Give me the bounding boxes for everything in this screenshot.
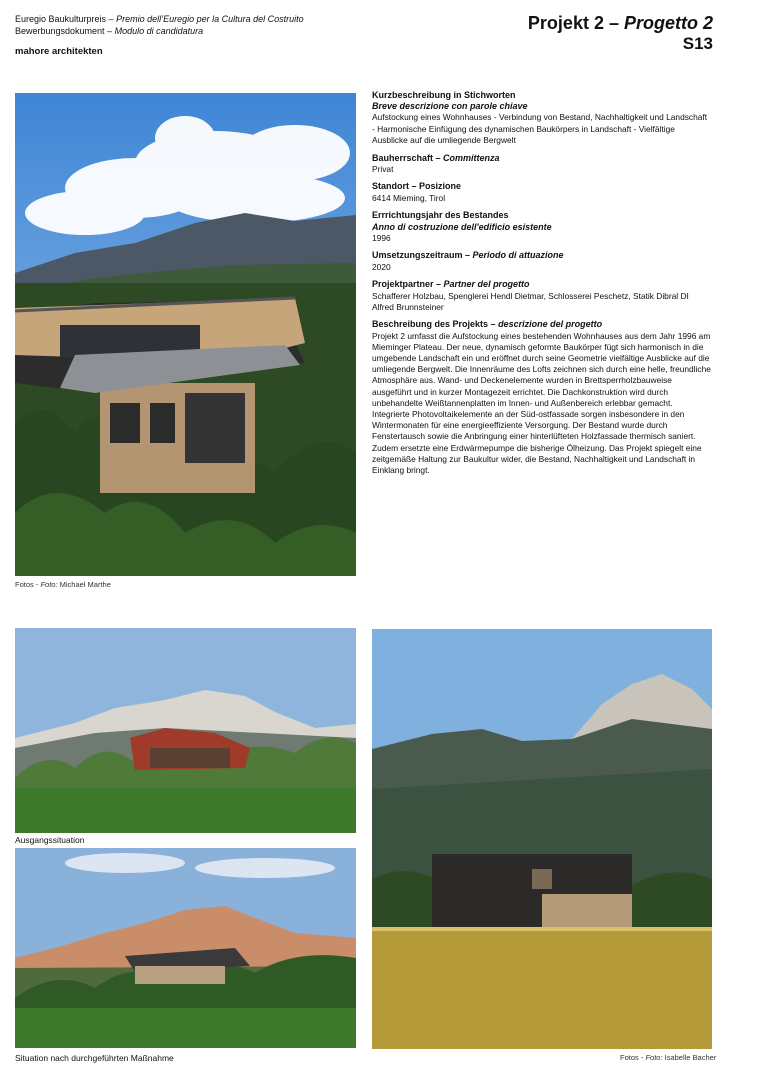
section-summary [372,90,712,146]
description-title-it: descrizione del progetto [498,319,603,330]
credit-name: Michael Marthe [59,580,111,589]
award-label-de: Euregio Baukulturpreis – [15,14,114,24]
section-description [372,319,712,476]
location-text: 6414 Mieming, Tirol [372,192,446,203]
project-title [528,12,713,34]
project-title-de: Projekt 2 – [527,13,619,33]
client-title-it: Committenza [443,152,500,163]
year-built-title-de: Errrichtungsjahr des Bestandes [372,210,509,221]
partners-title-de: Projektpartner – [372,279,442,290]
doc-type-it: Modulo di candidatura [114,26,204,36]
client-title-de: Bauherrschaft – [372,152,441,163]
year-built-title-it: Anno di costruzione dell'edificio esistente [372,221,552,232]
client-text: Privat [372,163,394,174]
photo-credit-main [15,580,111,589]
award-line [15,13,304,25]
doc-type-de: Bewerbungsdokument – [15,26,113,36]
before-photo [15,628,356,833]
period-title-it: Periodo di attuazione [472,250,564,261]
section-client [372,153,712,175]
description-text: Projekt 2 umfasst die Aufstockung eines bestehenden Wohnhauses aus dem Jahr 1996 am Mieminger Plateau. Der neue, dynamisch geformte Baukörper fügt sich harmonisch in die umgebende Landschaft ein und eröffnet durch seine Geometrie vielfältige Ausblicke auf die umliegende Bergwelt. Die Innenräume des Lofts zeichnen sich durch eine helle, freundliche Atmosphäre aus. Wand- und Deckenelemente wurden in Brettsperrholzbauweise ausgeführt und in kurzer Montagezeit errichtet. Die Dachkonstruktion wird durch unbehandelte Weißtannenplatten im Innen- und Außenbereich erlebbar gemacht. Integrierte Photovoltaikelemente an der Süd-ostfassade sorgen insbesondere in den Wintermonaten für eine energieeffiziente Versorgung. Der Bestand wurde durch Fenstertausch sowie die Anbringung einer hinterlüfteten Holzfassade thermisch saniert. Zudem ersetzte eine Erdwärmepumpe die bisherige Ölheizung. Das Projekt spiegelt eine zeitgemäße Haltung zur Baukultur wider, die Bestand, Nachhaltigkeit und Landschaft in Einklang bringt. [372,330,711,476]
credit-label-de: Fotos - [15,580,39,589]
partners-text: Schafferer Holzbau, Spenglerei Hendl Dietmar, Schlosserei Peschetz, Statik Dibral DI Alfred Brunnsteiner [372,290,689,312]
section-year-built [372,210,712,244]
period-title-de: Umsetzungszeitraum – [372,250,471,261]
section-period [372,250,712,272]
description-title-de: Beschreibung des Projekts – [372,319,496,330]
after-caption: Situation nach durchgeführten Maßnahme [15,1053,174,1063]
period-text: 2020 [372,261,391,272]
section-partners [372,279,712,313]
year-built-text: 1996 [372,232,391,243]
credit2-label-de: Fotos - [620,1053,644,1062]
credit2-label-it: Foto: [645,1053,663,1062]
project-title-it: Progetto 2 [623,13,713,33]
before-caption: Ausgangssituation [15,835,85,845]
section-location [372,181,712,203]
award-label-it: Premio dell’Euregio per la Cultura del Costruito [116,14,304,24]
field-photo [372,629,712,1049]
photo-credit-field [620,1053,716,1062]
document-type-line [15,25,203,37]
summary-title-it: Breve descrizione con parole chiave [372,101,528,112]
project-code: S13 [682,34,713,53]
location-title: Standort – Posizione [372,181,462,192]
main-photo [15,93,356,576]
summary-text: Aufstockung eines Wohnhauses - Verbindung von Bestand, Nachhaltigkeit und Landschaft - Harmonische Einfügung des dynamischen Baukörpers in Landschaft - Vielfältige Ausblicke auf die umliegende Bergwelt [372,112,708,145]
architect-office: mahore architekten [15,46,103,57]
credit-label-it: Foto: [40,580,58,589]
project-info [372,90,712,483]
partners-title-it: Partner del progetto [443,279,530,290]
summary-title-de: Kurzbeschreibung in Stichworten [372,90,516,100]
after-photo [15,848,356,1048]
credit2-name: Isabelle Bacher [664,1053,717,1062]
